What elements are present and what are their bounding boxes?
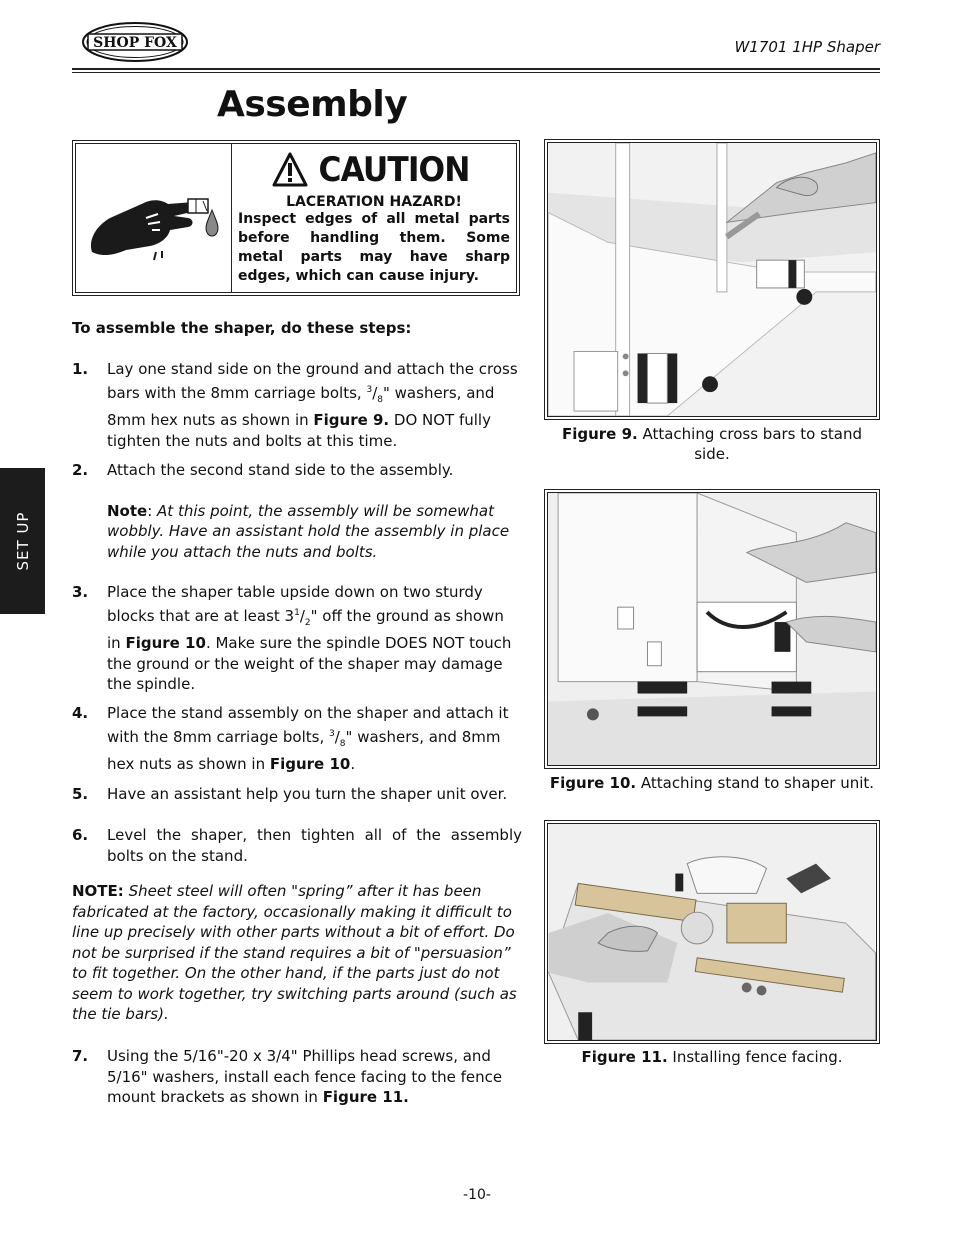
- step-text: Using the 5/16"-20 x 3/4" Phillips head screws, and 5/16" washers, install each fence facing to the fence mount brackets as shown in: [107, 1047, 503, 1106]
- step-text: Lay one stand side on the ground and attach the cross bars with the 8mm carriage bolts,: [107, 360, 518, 402]
- step-text: Place the stand assembly on the shaper and attach it with the 8mm carriage bolts,: [107, 704, 509, 746]
- figure-reference: Figure 10: [269, 755, 351, 773]
- step-2: [72, 460, 522, 562]
- warning-triangle-icon: [272, 152, 308, 188]
- step-text: Have an assistant help you turn the shaper unit over.: [107, 785, 508, 803]
- section-tab-label: SET UP: [13, 511, 32, 571]
- figure-10-image: [544, 489, 880, 769]
- step-number: 3.: [72, 583, 89, 601]
- page-heading: Assembly: [217, 84, 408, 125]
- fraction-numerator: 3: [366, 384, 373, 395]
- fraction-denominator: 8: [377, 394, 383, 405]
- step-text: Level the shaper, then tighten all of the assembly bolts on the stand.: [107, 826, 522, 865]
- figure-caption-text: Installing fence facing.: [667, 1048, 843, 1066]
- section-tab: [0, 468, 45, 614]
- page-number: -10-: [463, 1187, 491, 1203]
- figure-11-image: [544, 820, 880, 1044]
- figure-label: Figure 9.: [561, 425, 638, 443]
- figure-reference: Figure 11.: [322, 1088, 409, 1106]
- caution-box: [72, 140, 520, 296]
- figure-caption-text: Attaching stand to shaper unit.: [636, 774, 875, 792]
- note-label: Note: [107, 501, 148, 520]
- step-text: " washers, and 8mm hex nuts as shown in: [107, 383, 495, 429]
- figure-reference: Figure 9.: [313, 411, 390, 429]
- hazard-text: Inspect edges of all metal parts before handling them. Some metal parts may have sharp edges, which can cause injury.: [238, 211, 510, 284]
- general-note: [72, 881, 522, 1025]
- step-text: .: [350, 755, 356, 773]
- step-text: " washers, and 8mm hex nuts as shown in: [107, 727, 501, 773]
- step-text: " off the ground as shown in: [107, 606, 504, 652]
- fraction-denominator: 2: [304, 617, 311, 628]
- step-number: 6.: [72, 826, 89, 844]
- steps-intro: To assemble the shaper, do these steps:: [72, 319, 412, 337]
- step-number: 5.: [72, 785, 89, 803]
- step-text: DO NOT fully tighten the nuts and bolts at this time.: [107, 411, 491, 450]
- step-7: [72, 1046, 522, 1108]
- header-rule: [72, 68, 880, 73]
- step-number: 4.: [72, 704, 89, 722]
- caution-signal-word: CAUTION: [318, 150, 470, 190]
- fraction-numerator: 1: [294, 607, 300, 618]
- laceration-hand-icon: [76, 144, 232, 292]
- figure-9-caption: [544, 424, 880, 464]
- note-text: Sheet steel will often "spring” after it has been fabricated at the factory, occasionally making it difficult to line up precisely with other parts without a bit of effort. Do not be surprised if the stand requires a bit of "persuasion” to fit together. On the other hand, if the parts just do not seem to work together, try switching parts around (such as the tie bars).: [72, 882, 517, 1023]
- step-6: [72, 825, 522, 866]
- fraction-denominator: 8: [339, 738, 346, 749]
- step-5: [72, 784, 522, 805]
- step-3: 3. Place the shaper table upside down on two sturdy blocks that are at least $3^1/_2$" off the ground as shown in Figure 10. Make sure the spindle DOES NOT touch the ground or the weight of the shaper may damage the spindle.: [72, 583, 512, 693]
- step-4: 4. Place the stand assembly on the shaper and attach it with the 8mm carriage bolts, $^3/_8$" washers, and 8mm hex nuts as shown in Figure 10.: [72, 704, 509, 773]
- note-text: At this point, the assembly will be somewhat wobbly. Have an assistant hold the assembly in place while you attach the nuts and bolts.: [107, 501, 510, 561]
- step-number: 7.: [72, 1047, 89, 1065]
- step-text: Attach the second stand side to the assembly.: [107, 461, 454, 479]
- step-note: Note: At this point, the assembly will be somewhat wobbly. Have an assistant hold the assembly in place while you attach the nuts and bolts.: [107, 501, 510, 561]
- caution-header: [238, 148, 510, 192]
- figure-10-caption: [544, 773, 880, 793]
- document-title: W1701 1HP Shaper: [734, 38, 880, 56]
- figure-9-image: [544, 139, 880, 420]
- step-1: 1. Lay one stand side on the ground and attach the cross bars with the 8mm carriage bolts, $^3/_8$" washers, and 8mm hex nuts as shown in Figure 9. DO NOT fully tighten the nuts and bolts at this time.: [72, 360, 518, 450]
- step-text: . Make sure the spindle DOES NOT touch the ground or the weight of the shaper may damage the spindle.: [107, 634, 512, 693]
- step-number: 1.: [72, 360, 89, 378]
- step-number: 2.: [72, 461, 89, 479]
- hazard-title: LACERATION HAZARD!: [286, 194, 462, 210]
- step-text: Place the shaper table upside down on two sturdy blocks that are at least 3: [107, 583, 483, 625]
- note-label: NOTE:: [72, 882, 124, 900]
- figure-reference: Figure 10: [125, 634, 206, 652]
- figure-label: Figure 10.: [549, 774, 637, 792]
- shop-fox-logo: [82, 22, 188, 62]
- logo-text: SHOP FOX: [93, 35, 177, 51]
- figure-label: Figure 11.: [581, 1048, 668, 1066]
- figure-caption-text: Attaching cross bars to stand side.: [637, 425, 863, 463]
- figure-11-caption: [544, 1047, 880, 1067]
- fraction-numerator: 3: [329, 728, 335, 739]
